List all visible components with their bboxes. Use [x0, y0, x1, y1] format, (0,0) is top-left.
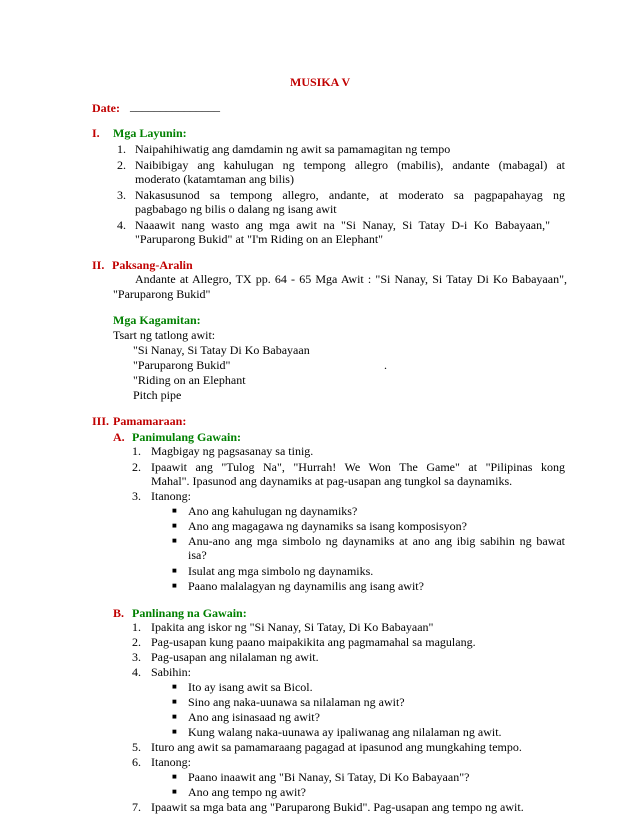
topic-text: Andante at Allegro, TX pp. 64 - 65 Mga Awit : "Si Nanay, Si Tatay Di Ko Babayaan",	[135, 272, 567, 286]
step-number: 3.	[132, 489, 141, 503]
question-bullet: ■ Ano ang kahulugan ng daynamiks?	[188, 504, 357, 518]
objective-number: 3.	[117, 188, 126, 202]
song-item: "Paruparong Bukid"	[133, 358, 231, 372]
question-bullet: ■ Anu-ano ang mga simbolo ng daynamiks at ano ang ibig sabihin ng bawat	[188, 534, 565, 548]
step-number: 2.	[132, 460, 141, 474]
objective-text-cont: moderato (katamtaman ang bilis)	[135, 172, 294, 186]
objective-text-cont: "Paruparong Bukid" at "I'm Riding on an Elephant"	[135, 232, 384, 246]
subsection-b-title: Panlinang na Gawain:	[132, 606, 247, 620]
pitch-pipe: Pitch pipe	[133, 388, 182, 402]
song-item: "Riding on an Elephant	[133, 373, 246, 387]
question-bullet: ■ Paano inaawit ang "Bi Nanay, Si Tatay, Di Ko Babayaan"?	[188, 770, 469, 784]
info-bullet: ■ Kung walang naka-uunawa ay ipaliwanag ang nilalaman ng awit.	[188, 725, 502, 739]
objective-text: Naaawit nang wasto ang mga awit na "Si Nanay, Si Tatay D-i Ko Babayaan,"	[135, 218, 550, 232]
step-text: Ituro ang awit sa pamamaraang pagagad at ipasunod ang mungkahing tempo.	[151, 740, 522, 754]
stray-dot: .	[384, 358, 387, 372]
subsection-a-title: Panimulang Gawain:	[132, 430, 242, 444]
step-number: 6.	[132, 755, 141, 769]
step-text-cont: Mahal". Ipasunod ang daynamiks at pag-usapan ang tungkol sa daynamiks.	[151, 474, 513, 488]
step-text: Ipakita ang iskor ng "Si Nanay, Si Tatay, Di Ko Babayaan"	[151, 620, 434, 634]
materials-intro: Tsart ng tatlong awit:	[113, 328, 216, 342]
materials-title: Mga Kagamitan:	[113, 313, 201, 327]
objective-number: 1.	[117, 142, 126, 156]
date-label: Date:	[92, 101, 120, 115]
objective-text: Nakasusunod sa tempong allegro, andante, at moderato sa pagpapahayag ng	[135, 188, 565, 202]
subsection-b-letter: B.	[113, 606, 125, 620]
question-bullet: ■ Isulat ang mga simbolo ng daynamiks.	[188, 564, 373, 578]
topic-text-cont: "Paruparong Bukid"	[113, 287, 211, 301]
step-text: Itanong:	[151, 489, 191, 503]
song-item: "Si Nanay, Si Tatay Di Ko Babayaan	[133, 343, 310, 357]
step-text: Itanong:	[151, 755, 191, 769]
section-iii-number: III.	[92, 414, 110, 428]
step-number: 3.	[132, 650, 141, 664]
document-title: MUSIKA V	[290, 75, 351, 89]
objective-number: 2.	[117, 158, 126, 172]
section-ii-number: II.	[92, 258, 105, 272]
section-iii-title: Pamamaraan:	[113, 414, 187, 428]
section-ii-title: Paksang-Aralin	[112, 258, 193, 272]
section-i-title: Mga Layunin:	[113, 126, 187, 140]
step-number: 7.	[132, 800, 141, 814]
objective-text: Naipahihiwatig ang damdamin ng awit sa pamamagitan ng tempo	[135, 142, 451, 156]
step-text: Ipaawit ang "Tulog Na", "Hurrah! We Won The Game" at "Pilipinas kong	[151, 460, 565, 474]
info-bullet: ■ Ito ay isang awit sa Bicol.	[188, 680, 313, 694]
step-text: Magbigay ng pagsasanay sa tinig.	[151, 444, 314, 458]
date-blank: _______________	[130, 99, 220, 113]
step-number: 2.	[132, 635, 141, 649]
step-number: 4.	[132, 665, 141, 679]
question-bullet: ■ Ano ang tempo ng awit?	[188, 785, 306, 799]
question-bullet: ■ Paano malalagyan ng daynamilis ang isang awit?	[188, 579, 424, 593]
question-bullet: ■ Ano ang magagawa ng daynamiks sa isang komposisyon?	[188, 519, 467, 533]
step-text: Sabihin:	[151, 665, 192, 679]
step-number: 1.	[132, 444, 141, 458]
question-bullet-cont: isa?	[188, 548, 207, 562]
info-bullet: ■ Ano ang isinasaad ng awit?	[188, 710, 320, 724]
step-number: 5.	[132, 740, 141, 754]
step-text: Pag-usapan ang nilalaman ng awit.	[151, 650, 319, 664]
step-text: Ipaawit sa mga bata ang "Paruparong Bukid". Pag-usapan ang tempo ng awit.	[151, 800, 524, 814]
objective-number: 4.	[117, 218, 126, 232]
objective-text: Naibibigay ang kahulugan ng tempong allegro (mabilis), andante (mabagal) at	[135, 158, 565, 172]
section-i-number: I.	[92, 126, 100, 140]
info-bullet: ■ Sino ang naka-uunawa sa nilalaman ng awit?	[188, 695, 405, 709]
step-number: 1.	[132, 620, 141, 634]
subsection-a-letter: A.	[113, 430, 125, 444]
objective-text-cont: pagbabago ng bilis o dalang ng isang awit	[135, 202, 337, 216]
step-text: Pag-usapan kung paano maipakikita ang pagmamahal sa magulang.	[151, 635, 476, 649]
